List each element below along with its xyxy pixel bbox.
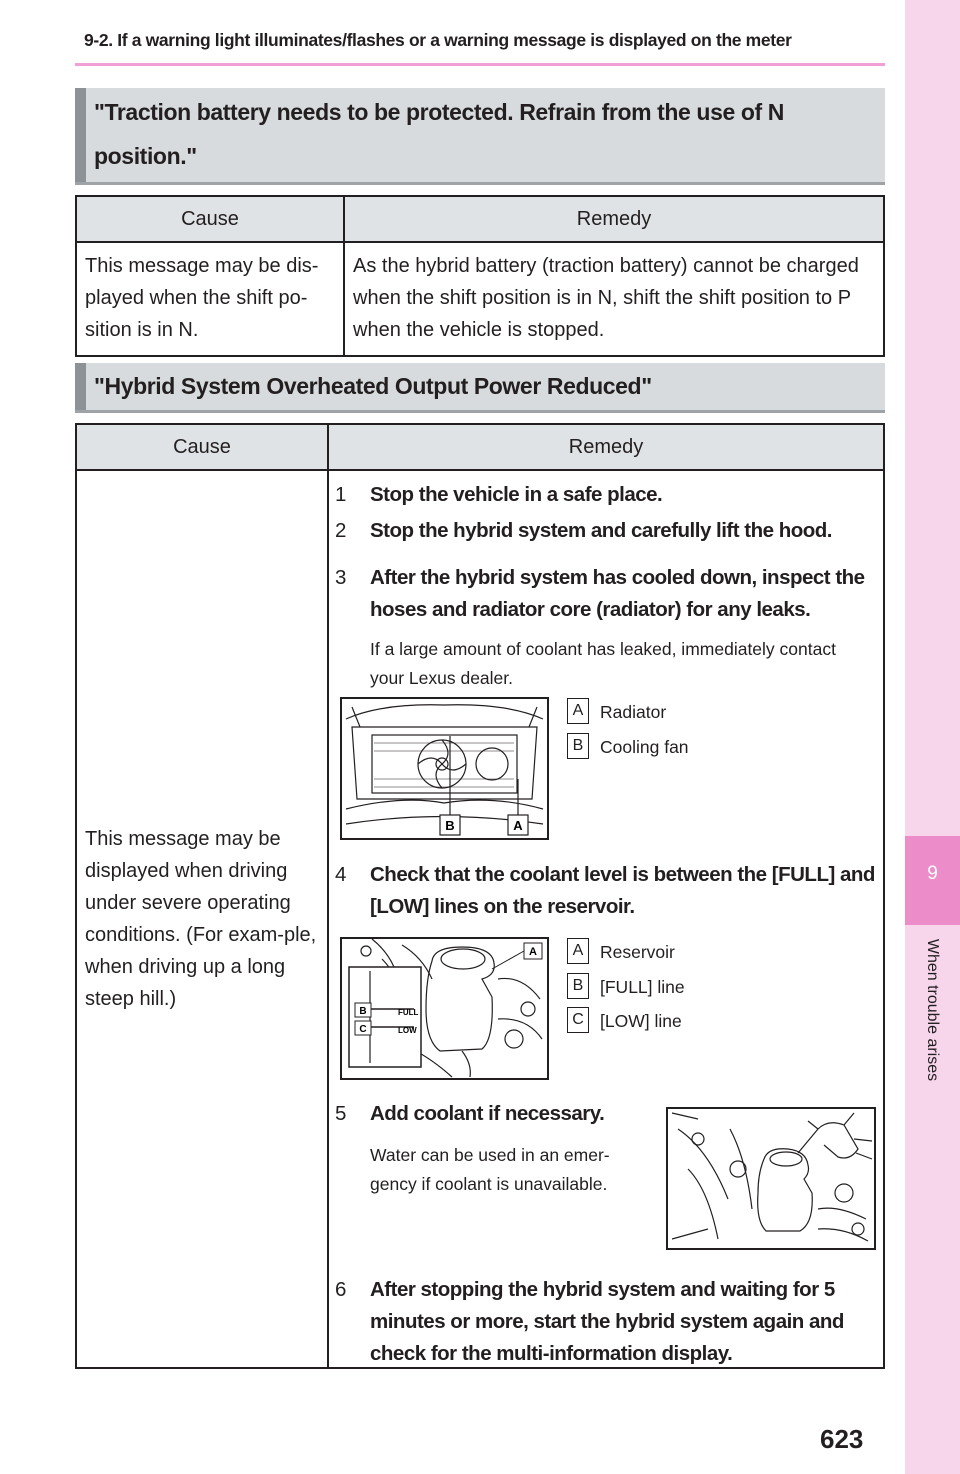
step-text: Check that the coolant level is between the [FULL] and [LOW] lines on the reservoir. bbox=[370, 863, 875, 918]
step-number: 5 bbox=[335, 1102, 346, 1125]
step-text: Stop the hybrid system and carefully lift the hood. bbox=[370, 519, 833, 542]
step-number: 6 bbox=[335, 1278, 346, 1301]
section1-heading bbox=[75, 88, 885, 182]
svg-text:B: B bbox=[445, 818, 455, 833]
radiator-illustration bbox=[342, 699, 547, 838]
section1-title-line1: "Traction battery needs to be protected. Refrain from the use of N bbox=[94, 99, 784, 125]
low-mark-text: LOW bbox=[398, 1026, 417, 1035]
step-text: After the hybrid system has cooled down, inspect the hoses and radiator core (radiator) for any leaks. bbox=[370, 566, 865, 621]
section1-table bbox=[75, 195, 885, 357]
side-tab-background bbox=[905, 0, 960, 836]
section2-heading-rule bbox=[75, 410, 885, 413]
reservoir-figure bbox=[340, 937, 549, 1080]
legend-key: A bbox=[567, 938, 589, 964]
svg-text:A: A bbox=[513, 818, 523, 833]
radiator-figure bbox=[340, 697, 549, 840]
step-text: Add coolant if necessary. bbox=[370, 1102, 605, 1125]
section1-cause: This message may be dis-played when the shift po-sition is in N. bbox=[76, 242, 344, 356]
section1-heading-rule bbox=[75, 182, 885, 185]
section2-title: "Hybrid System Overheated Output Power Reduced" bbox=[94, 373, 652, 399]
legend-label: [LOW] line bbox=[600, 1011, 682, 1031]
chapter-label-text: When trouble arises bbox=[924, 938, 941, 1082]
section2-cause-text: This message may be displayed when driving under severe operating conditions. (For exam-ple, when driving up a long steep hill.) bbox=[85, 828, 317, 1010]
remedy-header: Remedy bbox=[328, 424, 884, 470]
legend-label: Radiator bbox=[600, 702, 667, 722]
add-coolant-illustration bbox=[668, 1109, 874, 1248]
svg-text:C: C bbox=[359, 1024, 367, 1035]
remedy-header: Remedy bbox=[344, 196, 884, 242]
legend-label: Cooling fan bbox=[600, 737, 689, 757]
cause-header: Cause bbox=[76, 424, 328, 470]
section1-remedy: As the hybrid battery (traction battery) cannot be charged when the shift position is in N, shift the shift position to P when the vehicle is stopped. bbox=[344, 242, 884, 356]
step-text: Stop the vehicle in a safe place. bbox=[370, 483, 663, 506]
legend-label: [FULL] line bbox=[600, 977, 685, 997]
chapter-number: 9 bbox=[927, 863, 938, 884]
page-number: 623 bbox=[820, 1424, 864, 1454]
legend-key: A bbox=[567, 698, 589, 724]
section1-title-line2: position." bbox=[94, 143, 197, 169]
section2-cause bbox=[76, 470, 328, 1368]
section-header: 9-2. If a warning light illuminates/flashes or a warning message is displayed on the meter bbox=[84, 30, 792, 50]
reservoir-illustration bbox=[342, 939, 547, 1078]
legend-key: C bbox=[567, 1007, 589, 1033]
step-number: 1 bbox=[335, 483, 346, 506]
step3-note: If a large amount of coolant has leaked, immediately contact your Lexus dealer. bbox=[370, 639, 836, 688]
cause-header: Cause bbox=[76, 196, 344, 242]
step-number: 4 bbox=[335, 863, 346, 886]
add-coolant-figure bbox=[666, 1107, 876, 1250]
svg-text:A: A bbox=[529, 946, 537, 958]
legend-key: B bbox=[567, 973, 589, 999]
step-number: 2 bbox=[335, 519, 346, 542]
full-mark-text: FULL bbox=[398, 1008, 419, 1017]
svg-text:B: B bbox=[359, 1006, 367, 1017]
header-divider bbox=[75, 63, 885, 66]
legend-key: B bbox=[567, 733, 589, 759]
step5-note: Water can be used in an emer-gency if coolant is unavailable. bbox=[370, 1145, 610, 1194]
step-number: 3 bbox=[335, 566, 346, 589]
section2-heading bbox=[75, 363, 885, 410]
legend-label: Reservoir bbox=[600, 942, 675, 962]
step-text: After stopping the hybrid system and waiting for 5 minutes or more, start the hybrid system again and check for the multi-information display. bbox=[370, 1278, 844, 1365]
